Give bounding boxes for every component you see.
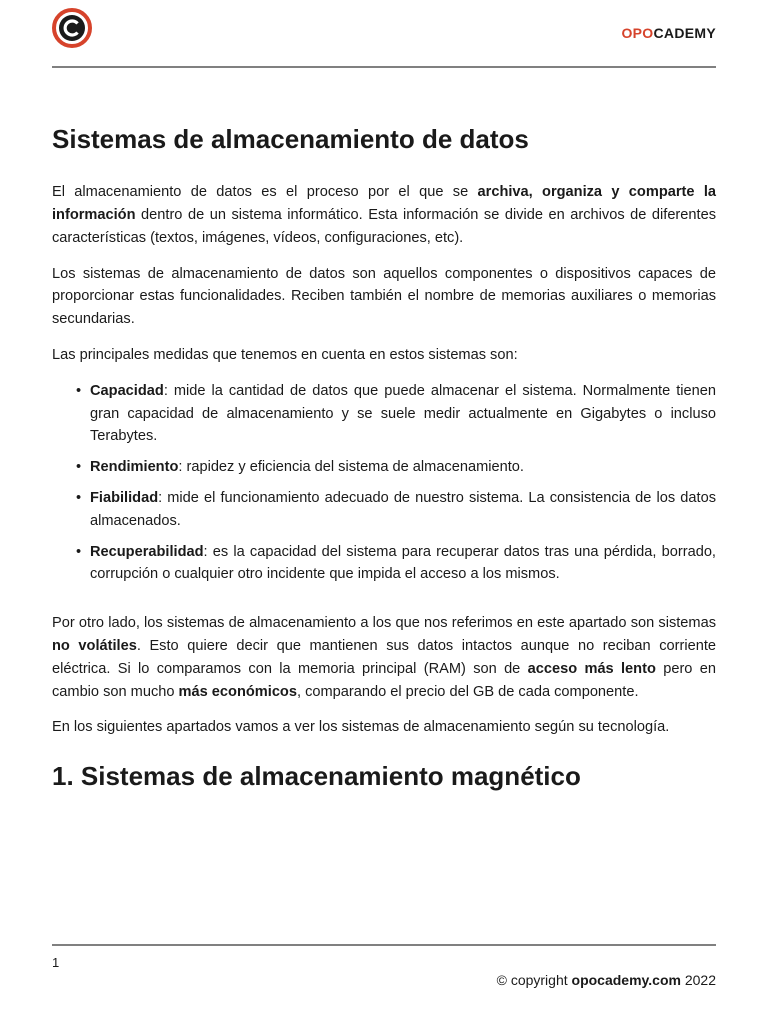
- volatility-bold-1: no volátiles: [52, 637, 137, 654]
- brand-accent: OPO: [621, 25, 654, 41]
- intro-p1-text-a: El almacenamiento de datos es el proceso por el que se: [52, 184, 478, 201]
- copyright-year: 2022: [680, 972, 716, 988]
- copyright-site: opocademy.com: [571, 972, 681, 988]
- list-item: [90, 487, 716, 533]
- closing-paragraph: En los siguientes apartados vamos a ver los sistemas de almacenamiento según su tecnología.: [52, 719, 670, 736]
- volatility-bold-2: acceso más lento: [527, 660, 656, 677]
- document-body: [52, 124, 716, 792]
- volatility-bold-3: más económicos: [178, 683, 297, 700]
- page-number: 1: [52, 955, 60, 970]
- intro-paragraph-2: Los sistemas de almacenamiento de datos son aquellos componentes o dispositivos capaces de proporcionar estas funcionalidades. Reciben también el nombre de memorias auxiliares o memorias secundarias.: [52, 265, 716, 328]
- intro-p1-bold: archiva, organiza y comparte la información: [52, 184, 717, 223]
- measure-term: Rendimiento: [90, 459, 179, 476]
- measures-list: [52, 380, 716, 586]
- measure-text: : es la capacidad del sistema para recuperar datos tras una pérdida, borrado, corrupción o cualquier otro incidente que impida el acceso a los mismos.: [90, 543, 716, 583]
- page-header: [52, 8, 716, 58]
- intro-paragraph-1: [52, 181, 716, 249]
- measure-term: Recuperabilidad: [90, 543, 204, 560]
- measure-text: : mide el funcionamiento adecuado de nuestro sistema. La consistencia de los datos almacenados.: [90, 489, 716, 529]
- copyright-c-logo-icon: [52, 8, 92, 48]
- intro-p1-text-c: dentro de un sistema informático. Esta información se divide en archivos de diferentes características (textos, imágenes, vídeos, configuraciones, etc).: [52, 206, 716, 246]
- measure-text: : rapidez y eficiencia del sistema de almacenamiento.: [178, 459, 524, 476]
- copyright-prefix: © copyright: [496, 972, 572, 988]
- list-item: [90, 380, 716, 448]
- volatility-text-e: pero en cambio son mucho: [52, 660, 716, 700]
- list-item: [90, 456, 716, 479]
- volatility-text-a: Por otro lado, los sistemas de almacenamiento a los que nos referimos en este apartado son sistemas: [52, 615, 716, 632]
- volatility-text-c: . Esto quiere decir que mantienen sus datos intactos aunque no reciban corriente eléctrica. Si lo comparamos con la memoria principal (RAM) son de: [52, 637, 716, 677]
- header-divider: [52, 66, 716, 68]
- volatility-paragraph: [52, 612, 716, 703]
- copyright-notice: [497, 972, 716, 988]
- volatility-text-g: , comparando el precio del GB de cada componente.: [296, 683, 639, 700]
- measure-term: Capacidad: [90, 382, 164, 399]
- brand-rest: CADEMY: [653, 25, 716, 41]
- section-heading: 1. Sistemas de almacenamiento magnético: [52, 761, 581, 792]
- list-item: [90, 541, 716, 587]
- measure-text: : mide la cantidad de datos que puede almacenar el sistema. Normalmente tienen gran capacidad de almacenamiento y se suele medir actualmente en Gigabytes o incluso Terabytes.: [90, 382, 716, 445]
- brand-name: [621, 25, 716, 41]
- intro-paragraph-3: Las principales medidas que tenemos en cuenta en estos sistemas son:: [52, 346, 518, 363]
- footer-divider: [52, 944, 716, 946]
- page-title: Sistemas de almacenamiento de datos: [52, 124, 529, 154]
- measure-term: Fiabilidad: [90, 489, 159, 506]
